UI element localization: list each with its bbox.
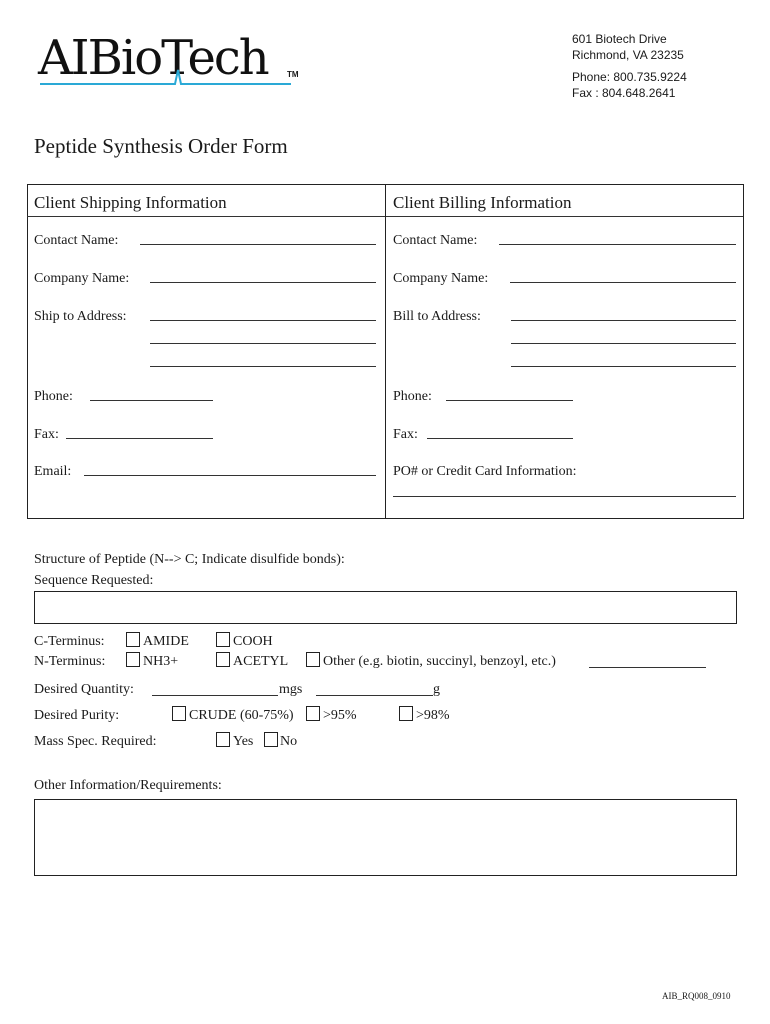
ship-phone-field[interactable]	[90, 400, 213, 401]
page-title: Peptide Synthesis Order Form	[34, 134, 288, 158]
mass-spec-label: Mass Spec. Required:	[34, 734, 157, 749]
billing-heading: Client Billing Information	[393, 193, 572, 212]
crude-label: CRUDE (60-75%)	[189, 708, 294, 723]
bill-address-field-2[interactable]	[511, 343, 736, 344]
ship-address-field-2[interactable]	[150, 343, 376, 344]
logo: AIBioTech	[38, 30, 268, 86]
quantity-mgs-field[interactable]	[152, 695, 278, 696]
bill-fax-field[interactable]	[427, 438, 573, 439]
mgs-unit: mgs	[279, 682, 303, 697]
bill-address-field-3[interactable]	[511, 366, 736, 367]
quantity-label: Desired Quantity:	[34, 682, 134, 697]
bill-po-field[interactable]	[393, 496, 736, 497]
no-checkbox[interactable]	[264, 732, 278, 747]
acetyl-checkbox[interactable]	[216, 652, 230, 667]
amide-label: AMIDE	[143, 634, 189, 649]
other-label: Other (e.g. biotin, succinyl, benzoyl, etc.)	[323, 654, 556, 669]
ship-phone-label: Phone:	[34, 389, 73, 404]
cooh-checkbox[interactable]	[216, 632, 230, 647]
p98-checkbox[interactable]	[399, 706, 413, 721]
company-address	[572, 31, 687, 101]
n-terminus-label: N-Terminus:	[34, 654, 106, 669]
bill-company-field[interactable]	[510, 282, 736, 283]
other-info-label: Other Information/Requirements:	[34, 778, 222, 793]
crude-checkbox[interactable]	[172, 706, 186, 721]
shipping-heading: Client Shipping Information	[34, 193, 227, 212]
ship-address-label: Ship to Address:	[34, 309, 127, 324]
company-fax: Fax : 804.648.2641	[572, 86, 676, 100]
ship-email-field[interactable]	[84, 475, 376, 476]
ship-email-label: Email:	[34, 464, 72, 479]
bill-contact-label: Contact Name:	[393, 233, 478, 248]
bill-company-label: Company Name:	[393, 271, 489, 286]
bill-address-label: Bill to Address:	[393, 309, 481, 324]
p95-label: >95%	[323, 708, 357, 723]
structure-label: Structure of Peptide (N--> C; Indicate disulfide bonds):	[34, 552, 345, 567]
other-checkbox[interactable]	[306, 652, 320, 667]
other-field[interactable]	[589, 667, 706, 668]
ship-fax-label: Fax:	[34, 427, 59, 442]
bill-address-field-1[interactable]	[511, 320, 736, 321]
column-divider	[385, 184, 386, 518]
ship-address-field-1[interactable]	[150, 320, 376, 321]
yes-label: Yes	[233, 734, 254, 749]
nh3-checkbox[interactable]	[126, 652, 140, 667]
p98-label: >98%	[416, 708, 450, 723]
bill-contact-field[interactable]	[499, 244, 736, 245]
g-unit: g	[433, 682, 440, 697]
address-line-1: 601 Biotech Drive	[572, 32, 667, 46]
bill-phone-label: Phone:	[393, 389, 432, 404]
logo-tm: TM	[287, 70, 299, 79]
yes-checkbox[interactable]	[216, 732, 230, 747]
p95-checkbox[interactable]	[306, 706, 320, 721]
cooh-label: COOH	[233, 634, 273, 649]
bill-po-label: PO# or Credit Card Information:	[393, 464, 577, 479]
c-terminus-label: C-Terminus:	[34, 634, 105, 649]
sequence-input[interactable]	[34, 591, 737, 624]
bill-fax-label: Fax:	[393, 427, 418, 442]
ship-contact-label: Contact Name:	[34, 233, 119, 248]
nh3-label: NH3+	[143, 654, 179, 669]
ship-fax-field[interactable]	[66, 438, 213, 439]
quantity-g-field[interactable]	[316, 695, 433, 696]
other-info-input[interactable]	[34, 799, 737, 876]
sequence-label: Sequence Requested:	[34, 573, 154, 588]
address-line-2: Richmond, VA 23235	[572, 48, 684, 62]
purity-label: Desired Purity:	[34, 708, 120, 723]
ship-company-label: Company Name:	[34, 271, 130, 286]
no-label: No	[280, 734, 298, 749]
bill-phone-field[interactable]	[446, 400, 573, 401]
ship-address-field-3[interactable]	[150, 366, 376, 367]
form-code: AIB_RQ008_0910	[662, 991, 731, 1001]
company-phone: Phone: 800.735.9224	[572, 70, 687, 84]
ship-contact-field[interactable]	[140, 244, 376, 245]
acetyl-label: ACETYL	[233, 654, 289, 669]
logo-peak-line	[38, 60, 293, 90]
ship-company-field[interactable]	[150, 282, 376, 283]
amide-checkbox[interactable]	[126, 632, 140, 647]
